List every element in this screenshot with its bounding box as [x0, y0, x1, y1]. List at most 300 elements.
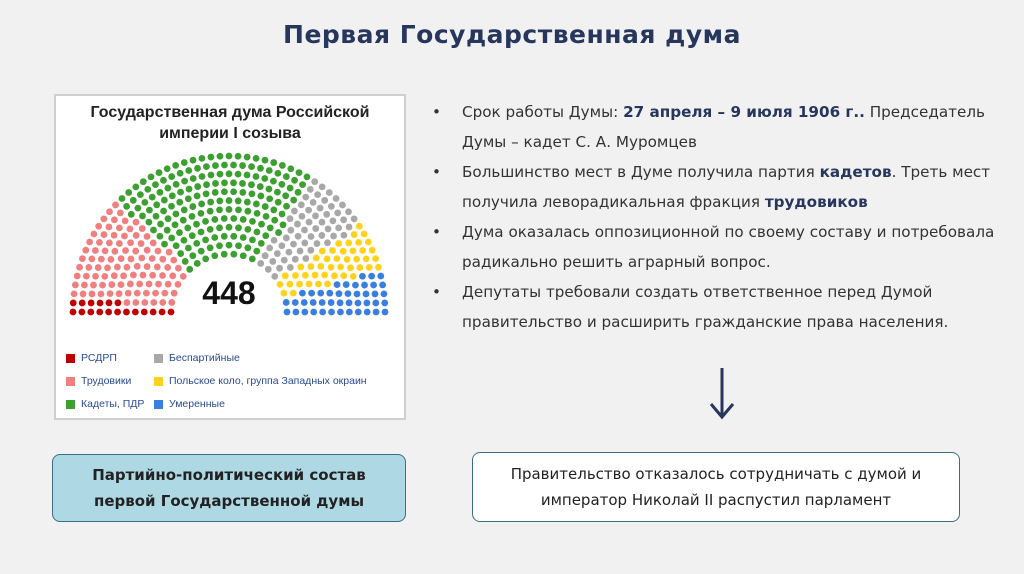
seat-dot	[270, 207, 277, 214]
seat-dot	[301, 309, 308, 316]
seat-dot	[305, 207, 312, 214]
legend-swatch	[66, 377, 75, 386]
seat-dot	[118, 281, 125, 288]
seat-dot	[108, 256, 115, 263]
seat-dot	[266, 186, 273, 193]
seat-dot	[149, 255, 156, 262]
seat-dot	[122, 247, 129, 254]
seat-dot	[140, 272, 147, 279]
seat-dot	[239, 162, 246, 169]
seat-dot	[253, 155, 260, 162]
bullet-text: . Треть мест получила леворадикальная фракция	[462, 163, 991, 211]
seat-dot	[111, 232, 118, 239]
seat-dot	[346, 299, 353, 306]
seat-dot	[308, 233, 315, 240]
chart-title-line-2: империи I созыва	[159, 125, 301, 142]
seat-dot	[189, 232, 196, 239]
seat-dot	[88, 300, 95, 307]
bullet-highlight: 27 апреля – 9 июля 1906 г..	[623, 103, 865, 121]
seat-dot	[244, 226, 251, 233]
seat-dot	[235, 198, 242, 205]
bullet-dot-icon: •	[432, 163, 441, 181]
seat-dot	[346, 309, 353, 316]
seat-dot	[293, 309, 300, 316]
seat-dot	[235, 171, 242, 178]
seat-dot	[284, 309, 291, 316]
seat-dot	[270, 178, 277, 185]
seat-dot	[172, 162, 179, 169]
seat-dot	[96, 309, 103, 316]
seat-dot	[286, 281, 293, 288]
seat-dot	[306, 281, 313, 288]
seat-dot	[101, 273, 108, 280]
seat-dot	[144, 263, 151, 270]
seat-dot	[283, 173, 290, 180]
seat-dot	[328, 309, 335, 316]
seat-dot	[130, 197, 137, 204]
seat-dot	[318, 232, 325, 239]
seat-dot	[198, 210, 205, 217]
seat-dot	[168, 235, 175, 242]
seat-dot	[295, 189, 302, 196]
seat-dot	[274, 250, 281, 257]
seat-dot	[128, 256, 135, 263]
seat-dot	[287, 165, 294, 172]
seat-dot	[160, 208, 167, 215]
seat-dot	[337, 299, 344, 306]
seat-dot	[202, 255, 209, 262]
seat-dot	[350, 273, 357, 280]
seat-dot	[89, 291, 96, 298]
seat-dot	[239, 189, 246, 196]
seat-dot	[185, 167, 192, 174]
seat-dot	[271, 217, 278, 224]
seat-dot	[203, 181, 210, 188]
seat-dot	[168, 203, 175, 210]
legend-label: Беспартийные	[169, 352, 240, 364]
seat-dot	[221, 188, 228, 195]
seat-dot	[198, 201, 205, 208]
seat-dot	[180, 217, 187, 224]
seat-dot	[291, 208, 298, 215]
bullet-list	[432, 97, 1012, 337]
seat-dot	[173, 242, 180, 249]
seat-dot	[290, 290, 297, 297]
seat-dot	[287, 227, 294, 234]
seat-dot	[369, 247, 376, 254]
seat-dot	[328, 264, 335, 271]
seat-dot	[150, 227, 157, 234]
seat-dot	[170, 257, 177, 264]
seat-dot	[240, 234, 247, 241]
seat-dot	[177, 189, 184, 196]
seat-dot	[203, 190, 210, 197]
seat-dot	[100, 215, 107, 222]
seat-dot	[244, 154, 251, 161]
seat-dot	[372, 291, 379, 298]
seat-dot	[287, 264, 294, 271]
seat-dot	[337, 264, 344, 271]
seat-dot	[185, 245, 192, 252]
seat-dot	[307, 247, 314, 254]
seat-dot	[156, 169, 163, 176]
seat-dot	[184, 225, 191, 232]
seat-dot	[211, 252, 218, 259]
seat-dot	[359, 247, 366, 254]
seat-dot	[216, 198, 223, 205]
seat-dot	[302, 255, 309, 262]
seat-dot	[257, 260, 264, 267]
seat-dot	[274, 189, 281, 196]
seat-dot	[379, 282, 386, 289]
seat-dot	[276, 265, 283, 272]
seat-dot	[244, 208, 251, 215]
seat-dot	[177, 250, 184, 257]
seat-dot	[141, 309, 148, 316]
seat-dot	[79, 309, 86, 316]
seat-dot	[254, 210, 261, 217]
seat-dot	[79, 300, 86, 307]
seat-dot	[137, 191, 144, 198]
seat-dot	[217, 153, 224, 160]
seat-dot	[143, 290, 150, 297]
seat-dot	[85, 264, 92, 271]
seat-dot	[86, 239, 93, 246]
seat-dot	[365, 239, 372, 246]
parliament-chart	[54, 94, 406, 420]
bullet-text: Большинство мест в Думе получила партия	[462, 163, 820, 181]
seat-dot	[221, 215, 228, 222]
seat-dot	[226, 206, 233, 213]
seat-dot	[266, 167, 273, 174]
seat-dot	[334, 281, 341, 288]
seat-dot	[104, 264, 111, 271]
seat-dot	[111, 216, 118, 223]
seat-dot	[123, 299, 130, 306]
seat-dot	[207, 244, 214, 251]
legend-item	[154, 398, 225, 410]
seat-dot	[193, 240, 200, 247]
seat-dot	[99, 282, 106, 289]
seat-dot	[363, 291, 370, 298]
seat-dot	[279, 162, 286, 169]
seat-dot	[149, 194, 156, 201]
seat-dot	[280, 290, 287, 297]
seat-dot	[181, 159, 188, 166]
chart-title-line-1: Государственная дума Российской	[90, 104, 370, 121]
seat-dot	[299, 290, 306, 297]
seat-dot	[134, 263, 141, 270]
seat-dot	[328, 203, 335, 210]
bullet-text: Депутаты требовали создать ответственное перед Думой правительство и расширить гражданские права населения.	[462, 283, 949, 331]
seat-dot	[317, 290, 324, 297]
seat-dot	[90, 282, 97, 289]
seat-dot	[168, 299, 175, 306]
seat-dot	[221, 251, 228, 258]
seat-dot	[114, 264, 121, 271]
seat-dot	[287, 185, 294, 192]
seat-dot	[221, 179, 228, 186]
seat-dot	[240, 216, 247, 223]
seat-dot	[271, 237, 278, 244]
seat-dot	[314, 240, 321, 247]
seat-dot	[211, 234, 218, 241]
bullet-text: Срок работы Думы:	[462, 103, 624, 121]
seat-dot	[138, 255, 145, 262]
seat-dot	[262, 252, 269, 259]
seat-dot	[212, 162, 219, 169]
seat-dot	[132, 309, 139, 316]
seat-dot	[108, 281, 115, 288]
seat-dot	[164, 185, 171, 192]
seat-dot	[310, 199, 317, 206]
seat-dot	[125, 189, 132, 196]
seat-dot	[194, 260, 201, 267]
seat-dot	[182, 258, 189, 265]
seat-dot	[150, 309, 157, 316]
seat-dot	[118, 255, 125, 262]
seat-dot	[364, 309, 371, 316]
seat-dot	[326, 189, 333, 196]
seat-dot	[198, 248, 205, 255]
legend-swatch	[66, 400, 75, 409]
seat-dot	[173, 211, 180, 218]
seat-dot	[336, 290, 343, 297]
seat-dot	[198, 229, 205, 236]
seat-dot	[329, 247, 336, 254]
seat-dot	[92, 247, 99, 254]
seat-dot	[221, 162, 228, 169]
legend-swatch	[154, 354, 163, 363]
seat-dot	[159, 256, 166, 263]
seat-dot	[340, 232, 347, 239]
seat-dot	[230, 162, 237, 169]
seat-dot	[361, 282, 368, 289]
seat-dot	[161, 197, 168, 204]
seat-dot	[164, 227, 171, 234]
seat-dot	[359, 273, 366, 280]
legend-item	[66, 398, 144, 410]
seat-dot	[373, 309, 380, 316]
composition-caption-box	[52, 454, 406, 522]
seat-dot	[282, 272, 289, 279]
seat-dot	[160, 177, 167, 184]
seat-dot	[207, 154, 214, 161]
seat-dot	[317, 205, 324, 212]
seat-dot	[95, 264, 102, 271]
seat-dot	[96, 239, 103, 246]
seat-dot	[114, 309, 121, 316]
seat-dot	[281, 257, 288, 264]
seat-dot	[363, 300, 370, 307]
seat-dot	[81, 282, 88, 289]
seat-dot	[221, 233, 228, 240]
seat-dot	[330, 233, 337, 240]
seat-dot	[253, 201, 260, 208]
seat-dot	[175, 281, 182, 288]
seat-dot	[329, 217, 336, 224]
seat-dot	[207, 226, 214, 233]
seat-dot	[353, 256, 360, 263]
seat-dot	[130, 272, 137, 279]
seat-dot	[317, 263, 324, 270]
seat-dot	[283, 235, 290, 242]
seat-dot	[176, 199, 183, 206]
seat-dot	[356, 223, 363, 230]
seat-dot	[168, 309, 175, 316]
seat-dot	[275, 229, 282, 236]
seat-dot	[249, 190, 256, 197]
seat-dot	[335, 240, 342, 247]
seat-dot	[310, 309, 317, 316]
seat-dot	[226, 242, 233, 249]
seat-dot	[80, 291, 87, 298]
seat-dot	[321, 272, 328, 279]
legend-label: Польское коло, группа Западных окраин	[169, 375, 367, 387]
seat-dot	[164, 264, 171, 271]
seat-dot	[165, 281, 172, 288]
seat-dot	[263, 213, 270, 220]
seat-dot	[216, 206, 223, 213]
seat-dot	[132, 299, 139, 306]
seat-dot	[244, 199, 251, 206]
bullet-item	[432, 277, 1012, 337]
seat-dot	[102, 247, 109, 254]
seat-dot	[278, 181, 285, 188]
seat-dot	[375, 264, 382, 271]
bullet-text: Дума оказалась оппозиционной по своему составу и потребовала радикально решить аграрный вопрос.	[462, 223, 995, 271]
seat-dot	[106, 224, 113, 231]
seat-dot	[189, 252, 196, 259]
seat-dot	[270, 159, 277, 166]
seat-dot	[323, 211, 330, 218]
bullet-dot-icon: •	[432, 223, 441, 241]
seat-dot	[262, 203, 269, 210]
legend-label: Умеренные	[169, 398, 225, 410]
seat-dot	[150, 299, 157, 306]
seat-dot	[123, 203, 130, 210]
seat-dot	[248, 181, 255, 188]
seat-dot	[296, 281, 303, 288]
seat-dot	[146, 281, 153, 288]
seat-dot	[141, 199, 148, 206]
seat-dot	[307, 186, 314, 193]
seat-dot	[155, 248, 162, 255]
seat-dot	[258, 240, 265, 247]
seat-dot	[83, 273, 90, 280]
seat-dot	[301, 240, 308, 247]
seat-dot	[144, 233, 151, 240]
seat-dot	[122, 217, 129, 224]
legend-swatch	[66, 354, 75, 363]
seat-dot	[351, 215, 358, 222]
total-seats-label: 448	[202, 275, 256, 311]
seat-dot	[381, 290, 388, 297]
seat-dot	[351, 231, 358, 238]
seat-dot	[230, 215, 237, 222]
bullet-dot-icon: •	[432, 283, 441, 301]
bullet-dot-icon: •	[432, 103, 441, 121]
seat-dot	[165, 215, 172, 222]
seat-dot	[194, 193, 201, 200]
seat-dot	[287, 215, 294, 222]
seat-dot	[368, 273, 375, 280]
seat-dot	[185, 195, 192, 202]
seat-dot	[310, 299, 317, 306]
seat-dot	[347, 264, 354, 271]
seat-dot	[377, 273, 384, 280]
seat-dot	[324, 281, 331, 288]
seat-dot	[216, 224, 223, 231]
seat-dot	[111, 248, 118, 255]
seat-dot	[120, 272, 127, 279]
seat-dot	[292, 299, 299, 306]
seat-dot	[124, 264, 131, 271]
seat-dot	[235, 242, 242, 249]
legend-label: РСДРП	[81, 352, 117, 364]
seat-dot	[139, 225, 146, 232]
seat-dot	[157, 233, 164, 240]
seat-dot	[355, 300, 362, 307]
seat-dot	[370, 282, 377, 289]
seat-dot	[312, 225, 319, 232]
seat-dot	[153, 213, 160, 220]
seat-dot	[333, 195, 340, 202]
seat-dot	[350, 247, 357, 254]
seat-dot	[249, 218, 256, 225]
seat-dot	[280, 221, 287, 228]
seat-dot	[352, 282, 359, 289]
seat-dot	[88, 255, 95, 262]
seat-dot	[79, 255, 86, 262]
seat-dot	[366, 264, 373, 271]
bullet-highlight: трудовиков	[764, 193, 868, 211]
seat-dot	[203, 163, 210, 170]
seat-dot	[98, 291, 105, 298]
seat-dot	[116, 240, 123, 247]
bullet-highlight: кадетов	[819, 163, 892, 181]
seat-dot	[133, 219, 140, 226]
seat-dot	[249, 236, 256, 243]
seat-dot	[312, 272, 319, 279]
seat-dot	[212, 189, 219, 196]
seat-dot	[116, 224, 123, 231]
seat-dot	[266, 245, 273, 252]
seat-dot	[226, 197, 233, 204]
seat-dot	[199, 155, 206, 162]
seat-dot	[306, 219, 313, 226]
seat-dot	[382, 309, 389, 316]
hemicycle-svg	[56, 96, 404, 418]
seat-dot	[267, 225, 274, 232]
seat-dot	[299, 213, 306, 220]
seat-dot	[340, 248, 347, 255]
seat-dot	[290, 197, 297, 204]
page-title: Первая Государственная дума	[283, 20, 741, 49]
seat-dot	[328, 299, 335, 306]
seat-dot	[266, 195, 273, 202]
seat-dot	[315, 281, 322, 288]
seat-dot	[106, 208, 113, 215]
seat-dot	[230, 179, 237, 186]
seat-dot	[239, 180, 246, 187]
seat-dot	[283, 203, 290, 210]
seat-dot	[302, 194, 309, 201]
seat-dot	[72, 282, 79, 289]
seat-dot	[271, 273, 278, 280]
seat-dot	[319, 309, 326, 316]
seat-dot	[258, 221, 265, 228]
